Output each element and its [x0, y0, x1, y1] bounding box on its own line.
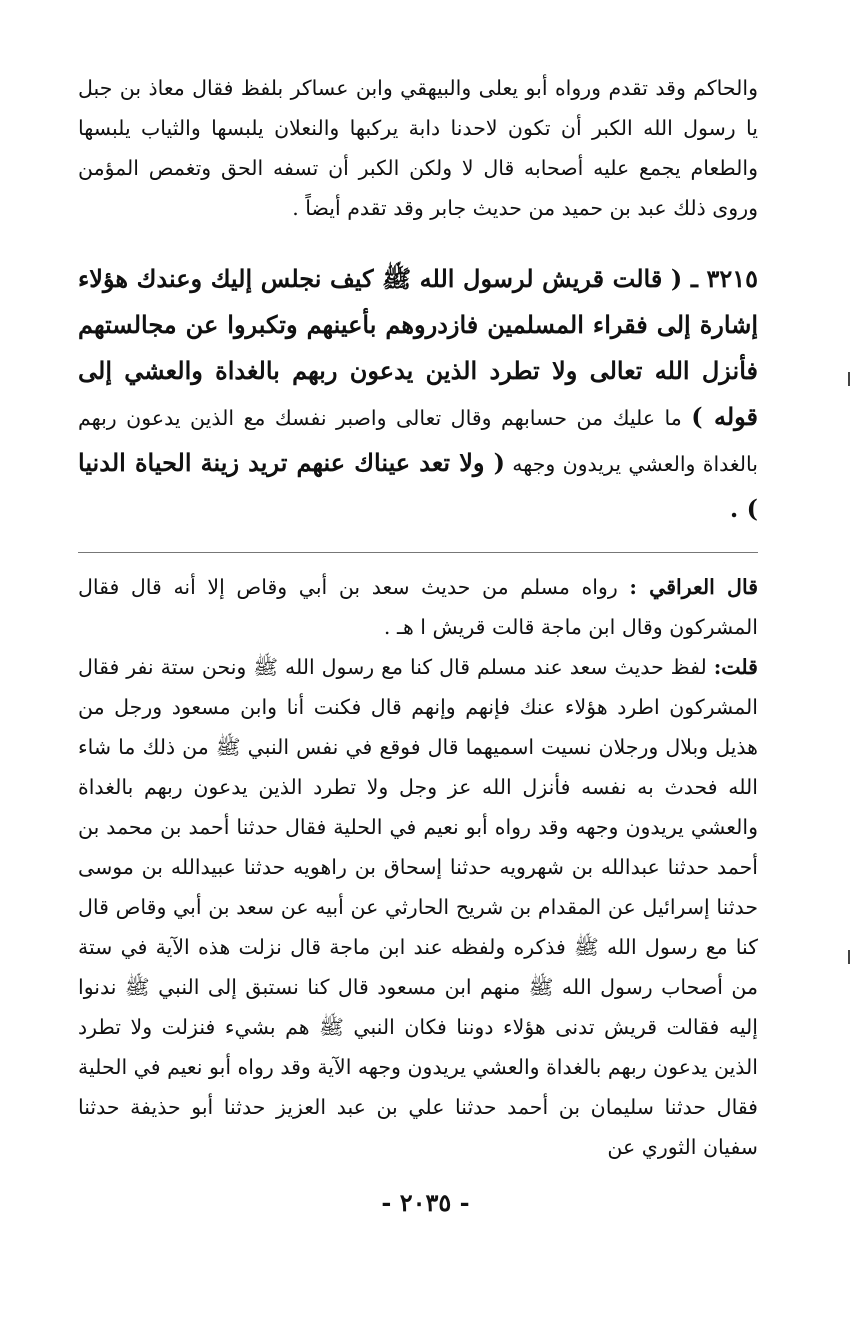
hadith-3215 — [78, 256, 758, 532]
iraqi-commentary — [78, 567, 758, 647]
qultu-commentary — [78, 647, 758, 1167]
qultu-label: قلت: — [713, 655, 758, 679]
hadith-middle: ما عليك من حسابهم وقال تعالى واصبر نفسك مع الذين يدعون ربهم بالغداة والعشي يريدون وجهه — [78, 406, 758, 476]
page-body — [78, 68, 758, 1167]
intro-paragraph: والحاكم وقد تقدم ورواه أبو يعلى والبيهقي وابن عساكر بلفظ فقال معاذ بن جبل يا رسول الله الكبر أن تكون لاحدنا دابة يركبها والنعلان يلبسها والثياب يلبسها والطعام يجمع عليه أصحابه قال لا ولكن الكبر أن تسفه الحق وتغمص المؤمن وروى ذلك عبد بن حميد من حديث جابر وقد تقدم أيضاً . — [78, 76, 758, 220]
section-divider — [78, 552, 758, 553]
margin-mark — [848, 950, 850, 964]
margin-mark — [848, 372, 850, 386]
hadith-tail: ( ولا تعد عيناك عنهم تريد زينة الحياة الدنيا ) . — [78, 448, 758, 523]
iraqi-text: رواه مسلم من حديث سعد بن أبي وقاص إلا أنه قال فقال المشركون وقال ابن ماجة قالت قريش ا هـ . — [78, 575, 758, 639]
iraqi-label: قال العراقي : — [629, 575, 758, 599]
page-number: - ٢٠٣٥ - — [381, 1188, 470, 1217]
qultu-text: لفظ حديث سعد عند مسلم قال كنا مع رسول الله ﷺ ونحن ستة نفر فقال المشركون اطرد هؤلاء عنك فإنهم وإنهم قال فكنت أنا وابن مسعود ورجل من هذيل وبلال ورجلان نسيت اسميهما قال فوقع في نفس النبي ﷺ من ذلك ما شاء الله فحدث به نفسه فأنزل الله عز وجل ولا تطرد الذين يدعون ربهم بالغداة والعشي يريدون وجهه وقد رواه أبو نعيم في الحلية فقال حدثنا أحمد بن محمد بن أحمد حدثنا عبدالله بن شهرويه حدثنا إسحاق بن راهويه حدثنا عبيدالله بن موسى حدثنا إسرائيل عن المقدام بن شريح الحارثي عن أبيه عن سعد بن أبي وقاص قال كنا مع رسول الله ﷺ فذكره ولفظه عند ابن ماجة قال نزلت هذه الآية في ستة من أصحاب رسول الله ﷺ منهم ابن مسعود قال كنا نستبق إلى النبي ﷺ ندنوا إليه فقالت قريش تدنى هؤلاء دوننا فكان النبي ﷺ هم بشيء فنزلت ولا تطرد الذين يدعون ربهم بالغداة والعشي يريدون وجهه الآية وقد رواه أبو نعيم في الحلية فقال حدثنا سليمان بن أحمد حدثنا علي بن عبد العزيز حدثنا أبو حذيفة حدثنا سفيان الثوري عن — [78, 655, 758, 1159]
hadith-heading: ٣٢١٥ ـ ( قالت قريش لرسول الله ﷺ كيف نجلس إليك وعندك هؤلاء إشارة إلى فقراء المسلمين فازدروهم بأعينهم وتكبروا عن مجالستهم فأنزل الله تعالى ولا تطرد الذين يدعون ربهم بالغداة والعشي إلى قوله ) — [78, 264, 758, 431]
